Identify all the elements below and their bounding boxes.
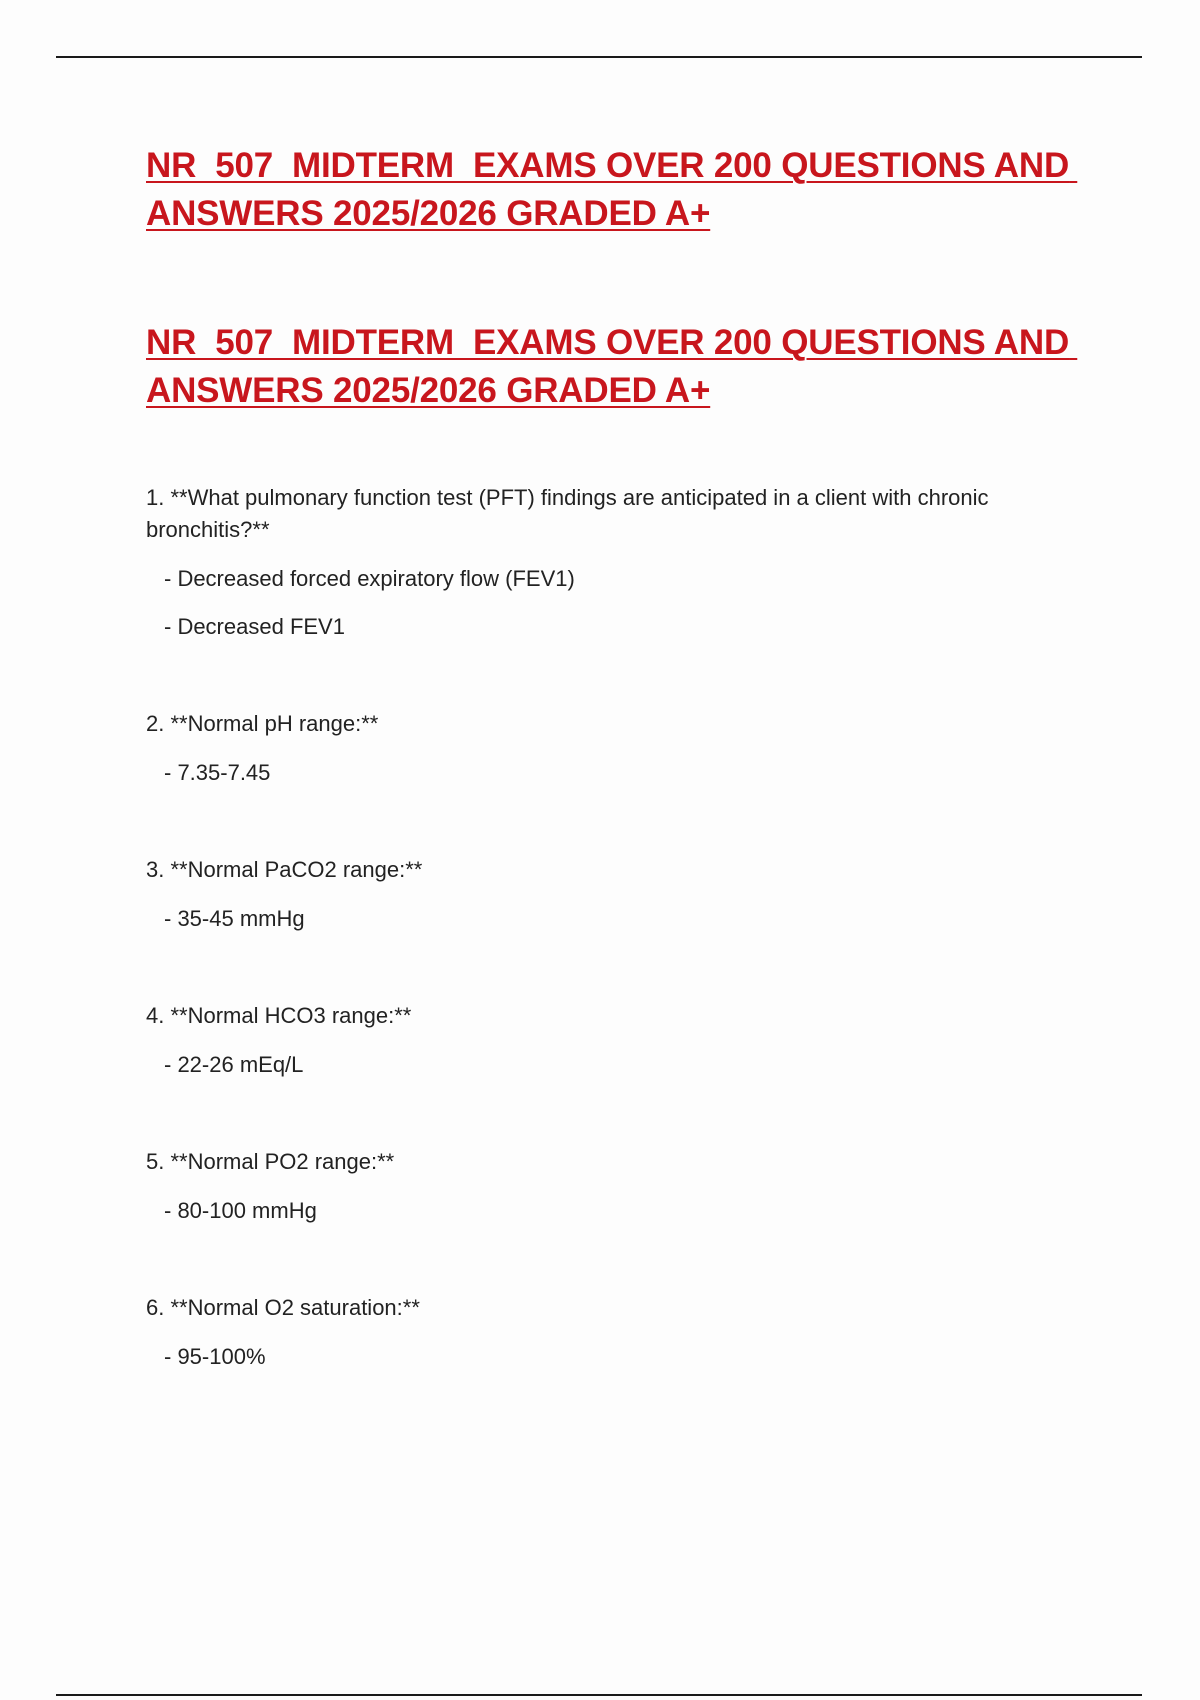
document-title: NR 507 MIDTERM EXAMS OVER 200 QUESTIONS AND ANSWERS 2025/2026 GRADED A+ (146, 146, 1078, 233)
question-item (146, 1000, 1096, 1081)
question-text: 3. **Normal PaCO2 range:** (146, 857, 423, 882)
answer-text: - 7.35-7.45 (164, 760, 271, 785)
answer-text: - 22-26 mEq/L (164, 1052, 304, 1077)
question-text: 2. **Normal pH range:** (146, 711, 379, 736)
answer-text: - 35-45 mmHg (164, 906, 305, 931)
answer-text: - 80-100 mmHg (164, 1198, 317, 1223)
question-item (146, 1292, 1096, 1373)
question-text: 6. **Normal O2 saturation:** (146, 1295, 420, 1320)
question-list (146, 482, 1096, 1438)
question-text: 5. **Normal PO2 range:** (146, 1149, 395, 1174)
page-header-rule (56, 56, 1142, 58)
answer-text: - Decreased forced expiratory flow (FEV1) (164, 566, 575, 591)
question-item (146, 482, 1096, 643)
document-title-repeat: NR 507 MIDTERM EXAMS OVER 200 QUESTIONS AND ANSWERS 2025/2026 GRADED A+ (146, 323, 1078, 410)
answer-text: - 95-100% (164, 1344, 266, 1369)
question-item (146, 854, 1096, 935)
question-text: 4. **Normal HCO3 range:** (146, 1003, 412, 1028)
question-item (146, 708, 1096, 789)
answer-text: - Decreased FEV1 (164, 614, 345, 639)
page-footer-rule (56, 1694, 1142, 1696)
question-item (146, 1146, 1096, 1227)
question-text: 1. **What pulmonary function test (PFT) findings are anticipated in a client with chronic bronchitis?** (146, 485, 989, 542)
